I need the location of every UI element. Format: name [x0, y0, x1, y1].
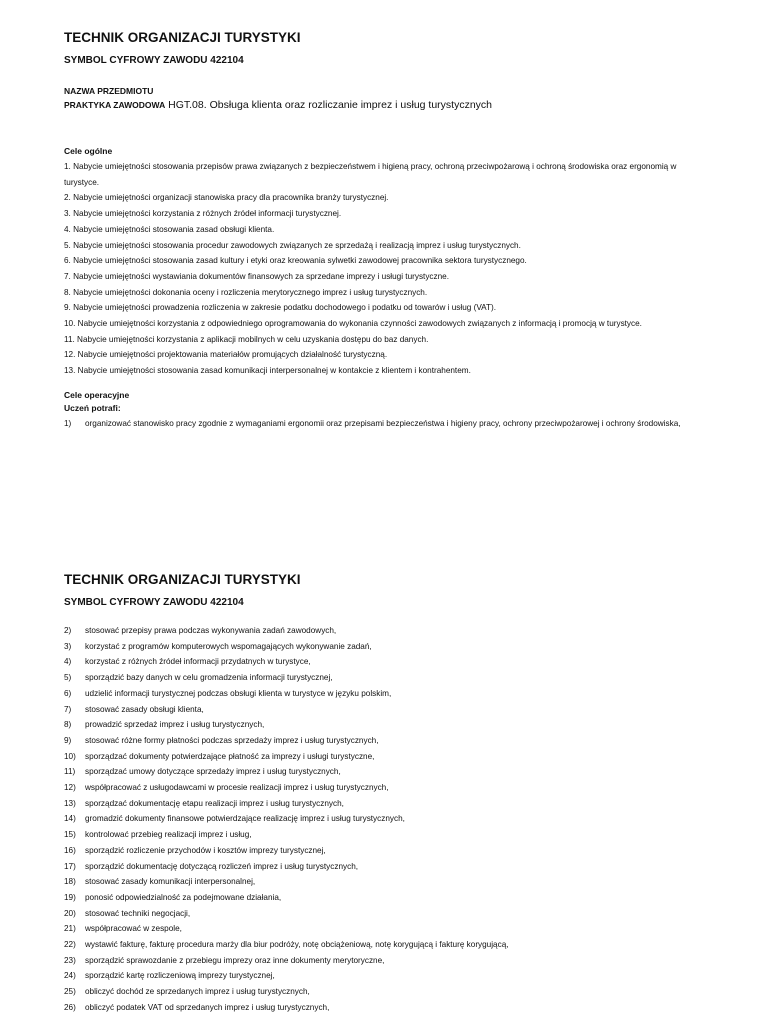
item-text: sporządzić kartę rozliczeniową imprezy turystycznej, — [85, 971, 275, 981]
list-item: 9. Nabycie umiejętności prowadzenia rozliczenia w zakresie podatku dochodowego i podatku od towarów i usług (VAT). — [64, 303, 497, 313]
skills-list — [64, 416, 712, 432]
list-item: 12. Nabycie umiejętności projektowania materiałów promujących działalność turystyczną. — [64, 350, 388, 360]
list-item — [64, 937, 712, 953]
list-item: 3. Nabycie umiejętności korzystania z różnych źródeł informacji turystycznej. — [64, 209, 342, 219]
praktyka-text: HGT.08. Obsługa klienta oraz rozliczanie imprez i usług turystycznych — [165, 99, 493, 111]
list-item: 4. Nabycie umiejętności stosowania zasad obsługi klienta. — [64, 224, 275, 234]
item-text: gromadzić dokumenty finansowe potwierdzające realizację imprez i usług turystycznych, — [85, 814, 405, 824]
item-number: 16) — [64, 845, 76, 855]
item-text: współpracować w zespole, — [85, 924, 182, 934]
list-item — [64, 984, 712, 1000]
item-number: 1) — [64, 418, 72, 428]
subject-name-label: NAZWA PRZEDMIOTU — [64, 86, 154, 96]
item-text: stosować techniki negocjacji, — [85, 908, 191, 918]
item-text: sporządzić sprawozdanie z przebiegu imprezy oraz inne dokumenty merytoryczne, — [85, 955, 385, 965]
profession-symbol: SYMBOL CYFROWY ZAWODU 422104 — [64, 55, 244, 66]
item-number: 11) — [64, 767, 76, 777]
item-text: korzystać z programów komputerowych wspomagających wykonywanie zadań, — [85, 641, 372, 651]
item-number: 19) — [64, 892, 76, 902]
document-title: TECHNIK ORGANIZACJI TURYSTYKI — [64, 572, 301, 587]
list-item — [64, 780, 712, 796]
list-item: 13. Nabycie umiejętności stosowania zasad komunikacji interpersonalnej w kontakcie z klientem i kontrahentem. — [64, 366, 471, 376]
item-number: 23) — [64, 955, 76, 965]
item-number: 3) — [64, 641, 72, 651]
list-item — [64, 639, 712, 655]
list-item: 11. Nabycie umiejętności korzystania z aplikacji mobilnych w celu uzyskania dostępu do baz danych. — [64, 334, 429, 344]
item-text: stosować zasady komunikacji interpersonalnej, — [85, 877, 256, 887]
item-number: 21) — [64, 924, 76, 934]
item-text: obliczyć podatek VAT od sprzedanych imprez i usług turystycznych, — [85, 1002, 330, 1012]
list-item — [64, 906, 712, 922]
list-item — [64, 764, 712, 780]
list-item — [64, 843, 712, 859]
list-item: 2. Nabycie umiejętności organizacji stanowiska pracy dla pracownika branży turystycznej. — [64, 193, 389, 203]
list-item — [64, 827, 712, 843]
skills-list — [64, 623, 712, 1016]
operational-goals-heading: Cele operacyjne — [64, 389, 130, 400]
list-item — [64, 968, 712, 984]
item-number: 24) — [64, 971, 76, 981]
list-item — [64, 953, 712, 969]
item-text: stosować różne formy płatności podczas sprzedaży imprez i usług turystycznych, — [85, 735, 379, 745]
list-item — [64, 702, 712, 718]
general-goals-list — [64, 159, 712, 379]
item-number: 6) — [64, 688, 72, 698]
list-item: 10. Nabycie umiejętności korzystania z odpowiedniego oprogramowania do wykonania czynności zawodowych związanych z informacją i promocją w turystyce. — [64, 319, 642, 329]
item-number: 4) — [64, 657, 72, 667]
item-text: sporządzać umowy dotyczące sprzedaży imprez i usług turystycznych, — [85, 767, 341, 777]
item-number: 17) — [64, 861, 76, 871]
item-number: 15) — [64, 830, 76, 840]
item-text: obliczyć dochód ze sprzedanych imprez i usług turystycznych, — [85, 987, 310, 997]
document-page-1 — [64, 30, 712, 432]
item-number: 10) — [64, 751, 76, 761]
item-number: 25) — [64, 987, 76, 997]
document-page-2 — [64, 572, 712, 1016]
student-can-heading: Uczeń potrafi: — [64, 402, 121, 413]
item-text: udzielić informacji turystycznej podczas obsługi klienta w turystyce w języku polskim, — [85, 688, 392, 698]
item-number: 12) — [64, 783, 76, 793]
item-text: stosować zasady obsługi klienta, — [85, 704, 204, 714]
general-goals-heading: Cele ogólne — [64, 146, 113, 156]
list-item — [64, 623, 712, 639]
item-text: współpracować z usługodawcami w procesie realizacji imprez i usług turystycznych, — [85, 783, 389, 793]
item-number: 20) — [64, 908, 76, 918]
item-number: 13) — [64, 798, 76, 808]
item-number: 7) — [64, 704, 72, 714]
list-item — [64, 874, 712, 890]
list-item — [64, 811, 712, 827]
item-number: 26) — [64, 1002, 76, 1012]
subject-name — [64, 98, 712, 112]
list-item — [64, 654, 712, 670]
item-text: ponosić odpowiedzialność za podejmowane działania, — [85, 892, 282, 902]
document-title: TECHNIK ORGANIZACJI TURYSTYKI — [64, 30, 301, 45]
list-item — [64, 686, 712, 702]
item-number: 5) — [64, 673, 72, 683]
item-text: kontrolować przebieg realizacji imprez i usług, — [85, 830, 252, 840]
list-item — [64, 1000, 712, 1016]
item-number: 18) — [64, 877, 76, 887]
list-item: 8. Nabycie umiejętności dokonania oceny i rozliczenia merytorycznego imprez i usług turystycznych. — [64, 287, 428, 297]
list-item — [64, 416, 712, 432]
item-text: sporządzić dokumentację dotyczącą rozliczeń imprez i usług turystycznych, — [85, 861, 359, 871]
item-text: sporządzać dokumenty potwierdzające płatność za imprezy i usługi turystyczne, — [85, 751, 375, 761]
item-number: 22) — [64, 940, 76, 950]
list-item — [64, 921, 712, 937]
item-text: stosować przepisy prawa podczas wykonywania zadań zawodowych, — [85, 626, 337, 635]
item-number: 8) — [64, 720, 72, 730]
item-number: 2) — [64, 626, 72, 635]
item-text: organizować stanowisko pracy zgodnie z wymaganiami ergonomii oraz przepisami bezpieczeństwa i higieny pracy, ochrony przeciwpożarowej i ochrony środowiska, — [85, 418, 681, 428]
item-text: sporządzić rozliczenie przychodów i kosztów imprezy turystycznej, — [85, 845, 326, 855]
list-item: 6. Nabycie umiejętności stosowania zasad kultury i etyki oraz kreowania sylwetki zawodowej pracownika sektora turystycznego. — [64, 256, 527, 266]
profession-symbol: SYMBOL CYFROWY ZAWODU 422104 — [64, 597, 244, 608]
list-item — [64, 859, 712, 875]
list-item: 1. Nabycie umiejętności stosowania przepisów prawa związanych z bezpieczeństwem i higieną pracy, ochroną przeciwpożarową i ochroną środowiska oraz ergonomią w turystyce. — [64, 162, 677, 187]
item-text: sporządzić bazy danych w celu gromadzenia informacji turystycznej, — [85, 673, 333, 683]
item-text: sporządzać dokumentację etapu realizacji imprez i usług turystycznych, — [85, 798, 344, 808]
item-number: 9) — [64, 735, 72, 745]
list-item — [64, 890, 712, 906]
list-item — [64, 733, 712, 749]
list-item — [64, 717, 712, 733]
item-text: prowadzić sprzedaż imprez i usług turystycznych, — [85, 720, 265, 730]
list-item: 5. Nabycie umiejętności stosowania procedur zawodowych związanych ze sprzedażą i realizacją imprez i usług turystycznych. — [64, 240, 521, 250]
list-item — [64, 796, 712, 812]
list-item — [64, 749, 712, 765]
item-number: 14) — [64, 814, 76, 824]
item-text: korzystać z różnych źródeł informacji przydatnych w turystyce, — [85, 657, 311, 667]
list-item: 7. Nabycie umiejętności wystawiania dokumentów finansowych za sprzedane imprezy i usługi turystyczne. — [64, 271, 449, 281]
praktyka-label: PRAKTYKA ZAWODOWA — [64, 100, 166, 110]
list-item — [64, 670, 712, 686]
item-text: wystawić fakturę, fakturę procedura marży dla biur podróży, notę obciążeniową, notę korygującą i fakturę korygującą, — [85, 940, 509, 950]
